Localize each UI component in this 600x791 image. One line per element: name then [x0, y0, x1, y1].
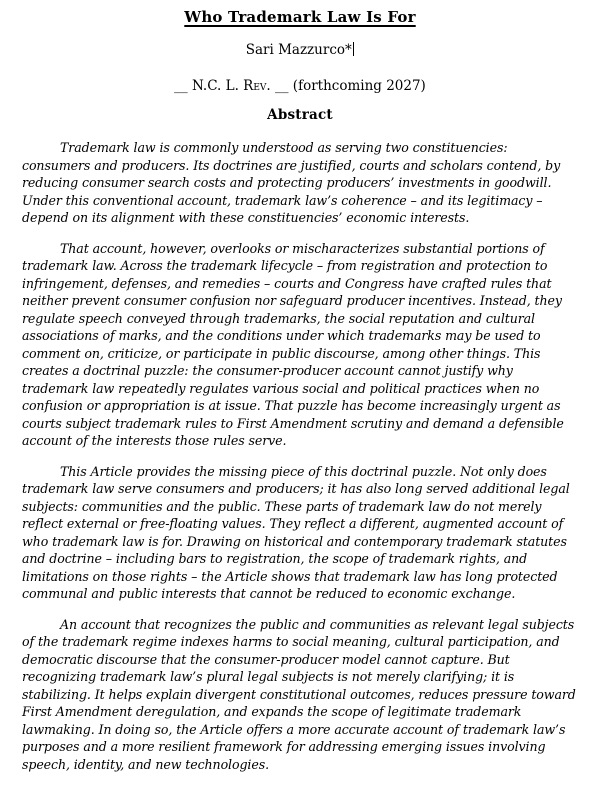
abstract-body — [22, 139, 578, 773]
citation-line[interactable] — [22, 78, 578, 95]
abstract-paragraph-3[interactable]: This Article provides the missing piece of this doctrinal puzzle. Not only does trademark law serve consumers and producers; it has also long served additional legal subjects: communities and the public. These parts of trademark law do not merely reflect external or free-floating values. They reflect a different, augmented account of who trademark law is for. Drawing on historical and contemporary trademark statutes and doctrine – including bars to registration, the scope of trademark rights, and limitations on those rights – the Article shows that trademark law has long protected communal and public interests that cannot be reduced to economic exchange. — [22, 463, 570, 601]
citation-prefix-blank: __ — [174, 78, 192, 94]
citation-reporter: N.C. L. Rev. — [191, 78, 271, 94]
citation-suffix: __ (forthcoming 2027) — [270, 78, 426, 94]
abstract-heading[interactable]: Abstract — [267, 107, 333, 123]
author-name: Sari Mazzurco* — [245, 42, 352, 58]
abstract-paragraph-4[interactable]: An account that recognizes the public and communities as relevant legal subjects of the trademark regime indexes harms to social meaning, cultural participation, and democratic discourse that the consumer-producer model cannot capture. But recognizing trademark law’s plural legal subjects is not merely clarifying; it is stabilizing. It helps explain divergent constitutional outcomes, reduces pressure toward First Amendment deregulation, and expands the scope of legitimate trademark lawmaking. In doing so, the Article offers a more accurate account of trademark law’s purposes and a more resilient framework for addressing emerging issues involving speech, identity, and new technologies. — [22, 616, 576, 772]
text-cursor — [353, 42, 355, 56]
abstract-paragraph-1[interactable]: Trademark law is commonly understood as serving two constituencies: consumers and producers. Its doctrines are justified, courts and scholars contend, by reducing consumer search costs and protecting producers’ investments in goodwill. Under this conventional account, trademark law’s coherence – and its legitimacy – depend on its alignment with these constituencies’ economic interests. — [22, 140, 561, 225]
author-line[interactable] — [22, 42, 578, 59]
abstract-paragraph-2[interactable]: That account, however, overlooks or mischaracterizes substantial portions of trademark law. Across the trademark lifecycle – from registration and protection to infringement, defenses, and remedies – courts and Congress have crafted rules that neither prevent consumer confusion nor safeguard producer incentives. Instead, they regulate speech conveyed through trademarks, the social reputation and cultural associations of marks, and the conditions under which trademarks may be used to comment on, criticize, or participate in public discourse, among other things. This creates a doctrinal puzzle: the consumer-producer account cannot justify why trademark law repeatedly regulates various social and political practices when no confusion or appropriation is at issue. That puzzle has become increasingly urgent as courts subject trademark rules to First Amendment scrutiny and demand a defensible account of the interests those rules serve. — [22, 240, 564, 448]
document-title-text: Who Trademark Law Is For — [184, 8, 416, 26]
document-title[interactable] — [22, 8, 578, 27]
